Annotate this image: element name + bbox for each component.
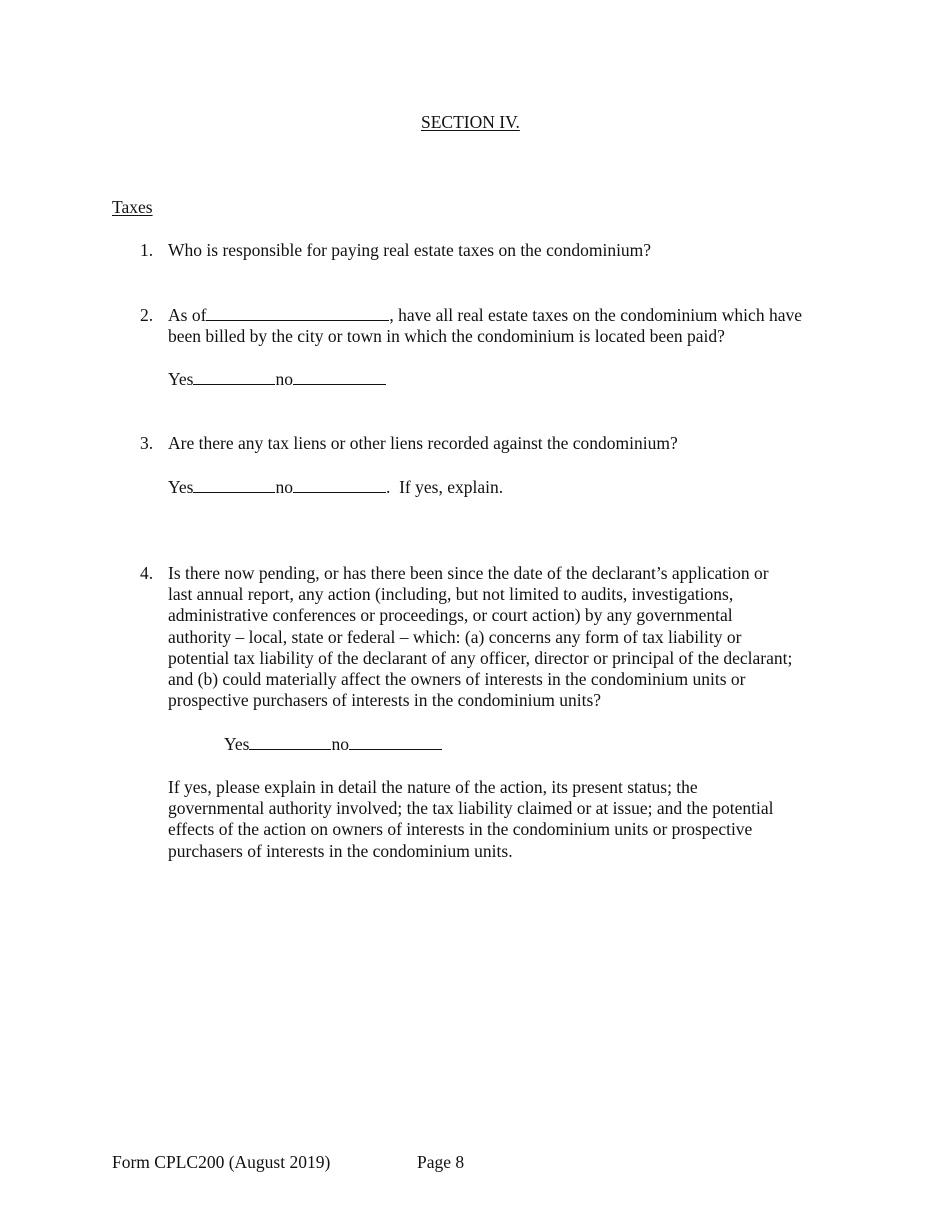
question-4-explain	[168, 777, 774, 862]
question-3-number: 3.	[140, 433, 154, 453]
question-2-line1-rest: , have all real estate taxes on the condominium which have	[389, 305, 802, 325]
question-2-number: 2.	[140, 305, 154, 325]
question-4-line: administrative conferences or proceedings, or court action) by any governmental	[168, 605, 733, 626]
yes-label: Yes	[224, 734, 250, 754]
question-4-explain-line: effects of the action on owners of interests in the condominium units or prospective	[168, 819, 753, 840]
question-4-line: prospective purchasers of interests in the condominium units?	[168, 690, 602, 711]
question-3-suffix: . If yes, explain.	[385, 477, 504, 497]
question-2-line2: been billed by the city or town in which the condominium is located been paid?	[168, 326, 725, 347]
question-2-text	[168, 305, 802, 347]
question-4-answer	[224, 734, 442, 755]
question-4-explain-line: purchasers of interests in the condominium units.	[168, 840, 513, 861]
question-2-answer	[168, 369, 386, 390]
section-title: SECTION IV.	[421, 112, 520, 132]
no-blank[interactable]	[349, 734, 442, 750]
yes-blank[interactable]	[193, 369, 275, 385]
as-of-date-blank[interactable]	[206, 305, 389, 321]
question-4-line: and (b) could materially affect the owners of interests in the condominium units or	[168, 669, 746, 690]
question-3-answer	[168, 477, 503, 498]
yes-label: Yes	[168, 369, 194, 389]
subheading-taxes: Taxes	[112, 197, 153, 217]
question-4-line: Is there now pending, or has there been since the date of the declarant’s application or	[168, 563, 769, 583]
footer-form-id: Form CPLC200 (August 2019)	[112, 1152, 331, 1172]
no-label: no	[275, 477, 293, 497]
no-blank[interactable]	[293, 477, 386, 493]
question-4-line: authority – local, state or federal – which: (a) concerns any form of tax liability or	[168, 626, 742, 647]
question-4-explain-line: governmental authority involved; the tax liability claimed or at issue; and the potential	[168, 798, 774, 819]
question-4-line: last annual report, any action (including, but not limited to audits, investigations,	[168, 584, 734, 605]
yes-label: Yes	[168, 477, 194, 497]
yes-blank[interactable]	[249, 734, 331, 750]
question-1-text: Who is responsible for paying real estate taxes on the condominium?	[168, 240, 652, 260]
question-1-number: 1.	[140, 240, 154, 260]
question-4-text	[168, 563, 792, 711]
no-label: no	[331, 734, 349, 754]
question-3-text: Are there any tax liens or other liens recorded against the condominium?	[168, 433, 678, 453]
no-blank[interactable]	[293, 369, 386, 385]
question-2-prefix: As of	[168, 305, 207, 325]
footer-page-number: Page 8	[417, 1152, 465, 1172]
question-4-line: potential tax liability of the declarant of any officer, director or principal of the declarant;	[168, 647, 793, 668]
question-4-explain-line: If yes, please explain in detail the nature of the action, its present status; the	[168, 777, 698, 797]
question-4-number: 4.	[140, 563, 154, 583]
no-label: no	[275, 369, 293, 389]
yes-blank[interactable]	[193, 477, 275, 493]
